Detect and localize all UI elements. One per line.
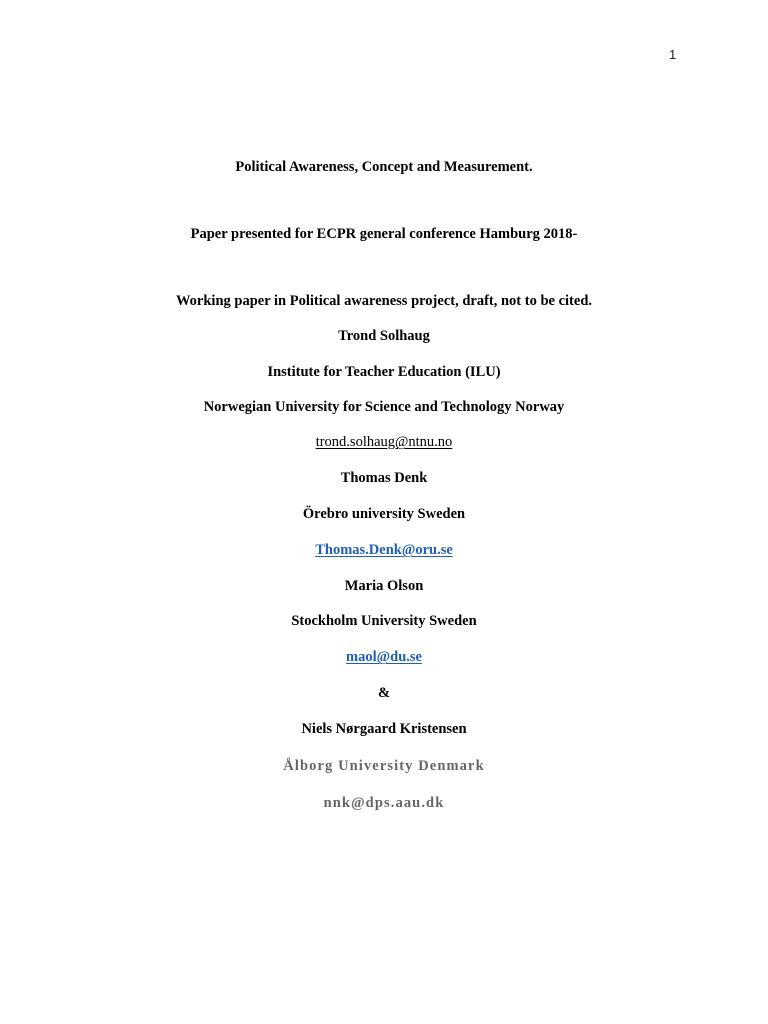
author-affiliation: Norwegian University for Science and Technology Norway — [203, 399, 565, 415]
ampersand: & — [377, 685, 391, 701]
paper-title: Political Awareness, Concept and Measurement. — [235, 159, 533, 175]
page-number: 1 — [669, 47, 677, 62]
author-affiliation: Örebro university Sweden — [302, 506, 466, 522]
author-name: Thomas Denk — [340, 470, 428, 486]
presentation-note: Paper presented for ECPR general conference Hamburg 2018- — [190, 226, 578, 242]
author-affiliation: Ålborg University Denmark — [283, 758, 485, 774]
author-email-container — [0, 648, 768, 666]
author-name: Maria Olson — [344, 578, 424, 594]
author-affiliation: Institute for Teacher Education (ILU) — [267, 364, 501, 380]
author-email-link[interactable]: trond.solhaug@ntnu.no — [315, 434, 453, 450]
author-email-container — [0, 433, 768, 451]
author-email-container — [0, 541, 768, 559]
author-name: Trond Solhaug — [338, 328, 430, 344]
author-affiliation: Stockholm University Sweden — [291, 613, 477, 629]
author-email-link[interactable]: maol@du.se — [346, 649, 422, 665]
author-email-link[interactable]: Thomas.Denk@oru.se — [315, 542, 453, 558]
author-name: Niels Nørgaard Kristensen — [301, 721, 467, 737]
author-email: nnk@dps.aau.dk — [323, 795, 445, 811]
working-paper-note: Working paper in Political awareness project, draft, not to be cited. — [175, 293, 593, 309]
